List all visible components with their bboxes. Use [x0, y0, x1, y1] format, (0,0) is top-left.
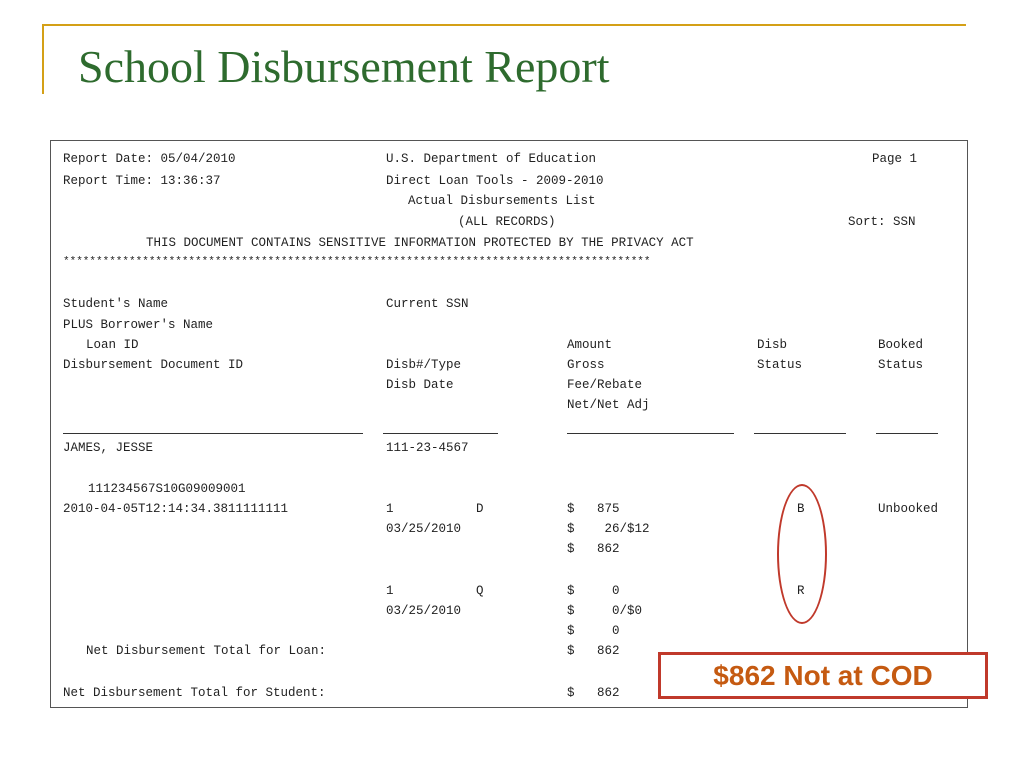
student-name: JAMES, JESSE [63, 441, 154, 455]
disb-date: 03/25/2010 [386, 604, 462, 618]
tool-name: Direct Loan Tools - 2009-2010 [386, 174, 604, 188]
disb-number: 1 [386, 584, 394, 598]
callout-box: $862 Not at COD [658, 652, 988, 699]
loan-total-label: Net Disbursement Total for Loan: [86, 644, 327, 658]
disb-date: 03/25/2010 [386, 522, 462, 536]
disb-net: $ 0 [567, 624, 620, 638]
col-net-adj: Net/Net Adj [567, 398, 650, 412]
student-ssn: 111-23-4567 [386, 441, 469, 455]
rule-amount [567, 433, 734, 434]
col-plus-borrower: PLUS Borrower's Name [63, 318, 214, 332]
col-amount: Amount [567, 338, 613, 352]
disb-status: B [797, 502, 805, 516]
col-student-name: Student's Name [63, 297, 169, 311]
privacy-notice: THIS DOCUMENT CONTAINS SENSITIVE INFORMATION PROTECTED BY THE PRIVACY ACT [146, 236, 694, 250]
col-disb: Disb [757, 338, 788, 352]
report-time: Report Time: 13:36:37 [63, 174, 221, 188]
disb-number: 1 [386, 502, 394, 516]
asterisk-divider: ***************************************************************************************** [63, 256, 651, 268]
report-date: Report Date: 05/04/2010 [63, 152, 236, 166]
loan-id: 111234567S10G09009001 [88, 482, 246, 496]
rule-booked-status [876, 433, 938, 434]
student-total-label: Net Disbursement Total for Student: [63, 686, 326, 700]
page-number: Page 1 [872, 152, 918, 166]
col-disb-status: Status [757, 358, 803, 372]
disb-gross: $ 0 [567, 584, 620, 598]
records-filter: (ALL RECORDS) [458, 215, 556, 229]
title-accent-bar [42, 24, 44, 94]
col-loan-id: Loan ID [86, 338, 139, 352]
disb-gross: $ 875 [567, 502, 620, 516]
col-disb-doc-id: Disbursement Document ID [63, 358, 244, 372]
col-current-ssn: Current SSN [386, 297, 469, 311]
disb-net: $ 862 [567, 542, 620, 556]
student-total-value: $ 862 [567, 686, 620, 700]
title-accent-line [42, 24, 966, 26]
loan-total-value: $ 862 [567, 644, 620, 658]
disb-fee-rebate: $ 26/$12 [567, 522, 650, 536]
status-highlight-oval [777, 484, 827, 624]
col-fee-rebate: Fee/Rebate [567, 378, 643, 392]
rule-name [63, 433, 363, 434]
list-name: Actual Disbursements List [408, 194, 596, 208]
department-name: U.S. Department of Education [386, 152, 597, 166]
rule-ssn [383, 433, 498, 434]
col-booked-status: Status [878, 358, 924, 372]
page-title: School Disbursement Report [78, 41, 610, 92]
col-disb-type: Disb#/Type [386, 358, 462, 372]
disb-type: D [476, 502, 484, 516]
disbursement-doc-id: 2010-04-05T12:14:34.3811111111 [63, 502, 289, 516]
col-disb-date: Disb Date [386, 378, 454, 392]
sort-order: Sort: SSN [848, 215, 916, 229]
disb-type: Q [476, 584, 484, 598]
rule-disb-status [754, 433, 846, 434]
col-gross: Gross [567, 358, 605, 372]
col-booked: Booked [878, 338, 924, 352]
booked-status: Unbooked [878, 502, 939, 516]
disb-fee-rebate: $ 0/$0 [567, 604, 643, 618]
disb-status: R [797, 584, 805, 598]
